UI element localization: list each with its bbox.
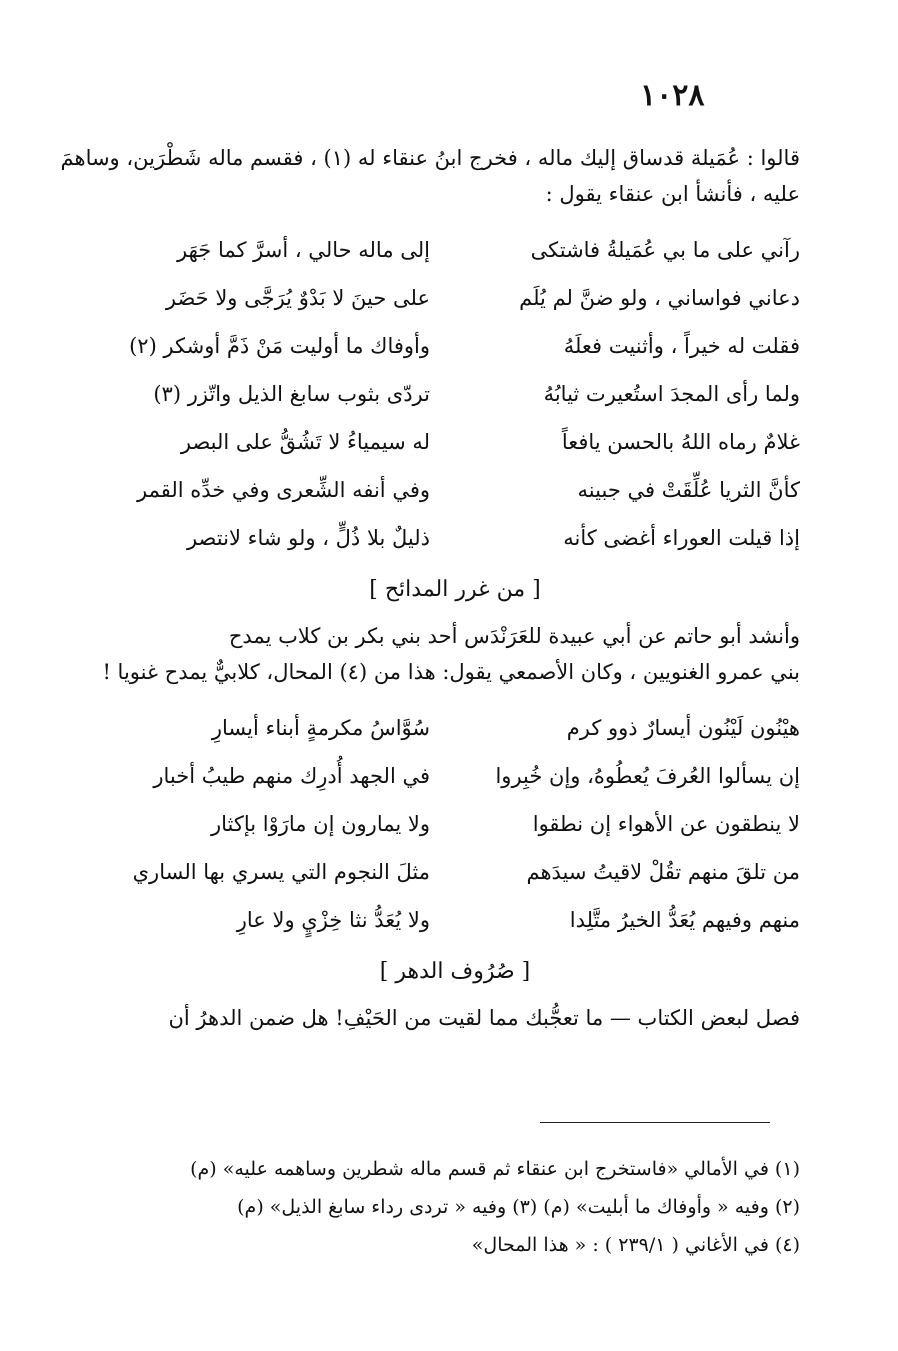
page-body	[60, 140, 800, 1036]
text-line: بني عمرو الغنويين ، وكان الأصمعي يقول: هذا من (٤) المحال، كلابيٌّ يمدح غنويا !	[102, 660, 800, 684]
page-number: ١٠٢٨	[640, 78, 705, 113]
verse-line	[110, 800, 800, 848]
second-hemistich: ولا يمارون إن مارَوْا بإكثار	[210, 812, 430, 836]
second-hemistich: وفي أنفه الشِّعرى وفي خدِّه القمر	[136, 478, 430, 502]
verse-line	[110, 322, 800, 370]
footnote: (١) في الأمالي «فاستخرج ابن عنقاء ثم قسم ماله شطرين وساهمه عليه» (م)	[190, 1158, 800, 1180]
section-heading: [ صُرُوف الدهر ]	[379, 959, 531, 984]
verse-line	[110, 752, 800, 800]
first-hemistich: هيْنُون لَيْنُون أيسارٌ ذوو كرم	[566, 716, 800, 740]
second-hemistich: إلى ماله حالي ، أسرَّ كما جَهَر	[177, 238, 430, 262]
first-hemistich: إذا قيلت العوراء أغضى كأنه	[563, 526, 800, 550]
verse-line	[110, 896, 800, 944]
first-hemistich: كأنَّ الثريا عُلِّقَتْ في جبينه	[577, 478, 800, 502]
second-hemistich: ذليلٌ بلا ذُلٍّ ، ولو شاء لانتصر	[186, 526, 430, 550]
intro-paragraph	[60, 140, 800, 212]
second-hemistich: تردّى بثوب سابغ الذيل واتّزر (٣)	[153, 382, 430, 406]
second-hemistich: في الجهد أُدرِك منهم طيبُ أخبار	[153, 764, 430, 788]
first-hemistich: من تلقَ منهم تقُلْ لاقيتُ سيدَهم	[526, 860, 800, 884]
first-hemistich: دعاني فواساني ، ولو ضنَّ لم يُلَم	[519, 286, 800, 310]
verse-line	[110, 514, 800, 562]
text-line: عليه ، فأنشأ ابن عنقاء يقول :	[545, 182, 800, 206]
second-hemistich: وأوفاك ما أوليت مَنْ ذَمَّ أوشكر (٢)	[129, 334, 430, 358]
verse-line	[110, 704, 800, 752]
first-hemistich: لا ينطقون عن الأهواء إن نطقوا	[532, 812, 800, 836]
first-hemistich: فقلت له خيراً ، وأثنيت فعلَهُ	[563, 334, 800, 358]
second-hemistich: مثلَ النجوم التي يسري بها الساري	[132, 860, 430, 884]
context-paragraph	[102, 618, 800, 690]
poem-arandas	[110, 704, 800, 944]
section-heading: [ من غرر المدائح ]	[369, 577, 541, 602]
poem-ibn-anqa	[110, 226, 800, 562]
closing-paragraph	[110, 1000, 800, 1036]
verse-line	[110, 418, 800, 466]
footnotes	[110, 1150, 800, 1264]
second-hemistich: له سيمياءُ لا تَشُقُّ على البصر	[180, 430, 430, 454]
verse-line	[110, 226, 800, 274]
first-hemistich: إن يسألوا العُرفَ يُعطُوهُ، وإن خُبِروا	[495, 764, 800, 788]
footnote-divider	[540, 1122, 770, 1123]
second-hemistich: سُوَّاسُ مكرمةٍ أبناء أيسارِ	[211, 716, 430, 740]
second-hemistich: على حينَ لا بَدْوٌ يُرَجَّى ولا حَضَر	[165, 286, 430, 310]
text-line: فصل لبعض الكتاب — ما تعجُّبك مما لقيت من الحَيْفِ! هل ضمن الدهرُ أن	[168, 1006, 800, 1030]
first-hemistich: منهم وفيهم يُعَدُّ الخيرُ متَّلِدا	[569, 908, 800, 932]
footnote: (٢) وفيه « وأوفاك ما أبليت» (م) (٣) وفيه « تردى رداء سابغ الذيل» (م)	[237, 1196, 800, 1218]
verse-line	[110, 466, 800, 514]
footnote: (٤) في الأغاني ( ٢٣٩/١ ) : « هذا المحال»	[471, 1234, 800, 1256]
text-line: قالوا : عُمَيلة قدساق إليك ماله ، فخرج ابنُ عنقاء له (١) ، فقسم ماله شَطْرَين، وساهمَ	[60, 146, 800, 170]
verse-line	[110, 848, 800, 896]
first-hemistich: رآني على ما بي عُمَيلةُ فاشتكى	[530, 238, 800, 262]
second-hemistich: ولا يُعَدُّ نثا خِزْيٍ ولا عارِ	[236, 908, 430, 932]
first-hemistich: غلامٌ رماه اللهُ بالحسن يافعاً	[561, 430, 800, 454]
verse-line	[110, 370, 800, 418]
text-line: وأنشد أبو حاتم عن أبي عبيدة للعَرَنْدَس أحد بني بكر بن كلاب يمدح	[228, 624, 800, 648]
first-hemistich: ولما رأى المجدَ استُعيرت ثيابُهُ	[543, 382, 800, 406]
verse-line	[110, 274, 800, 322]
